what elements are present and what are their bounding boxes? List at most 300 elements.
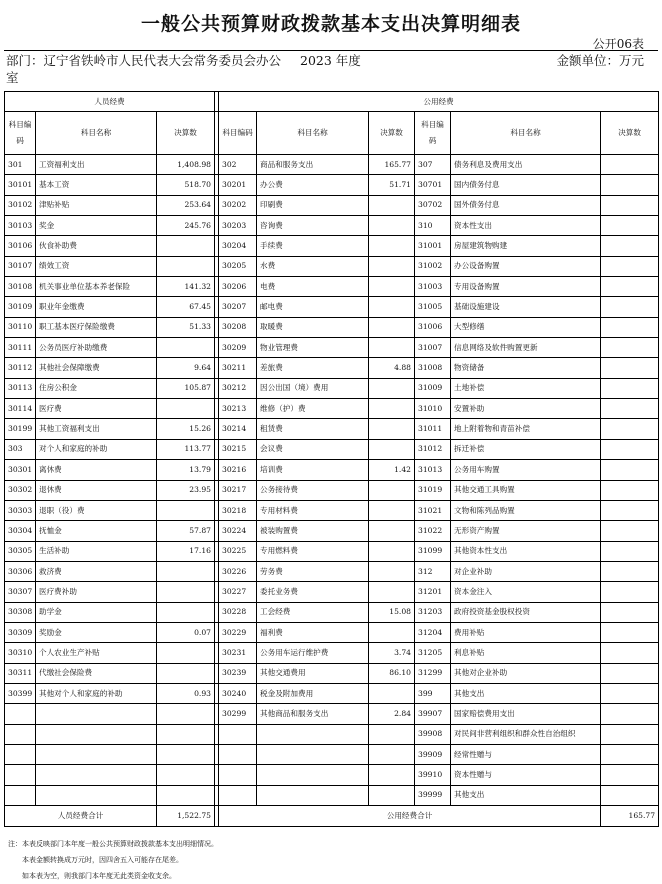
col-amount-header: 决算数 [369,112,415,155]
public-amount [369,277,415,297]
personnel-name [36,704,157,724]
personnel-code: 30306 [5,561,36,581]
col-name-header: 科目名称 [36,112,157,155]
personnel-code: 30113 [5,378,36,398]
personnel-name: 医疗费补助 [36,582,157,602]
public-amount: 15.08 [369,602,415,622]
other-amount [601,338,659,358]
other-code: 31299 [415,663,451,683]
other-code: 31204 [415,622,451,642]
personnel-code: 30305 [5,541,36,561]
table-row [5,622,659,642]
table-row [5,582,659,602]
table-row [5,500,659,520]
other-amount [601,663,659,683]
personnel-amount [157,704,215,724]
expenditure-table [4,91,659,827]
other-name: 国内债务付息 [451,175,601,195]
personnel-amount: 9.64 [157,358,215,378]
personnel-amount [157,561,215,581]
other-amount [601,236,659,256]
public-amount: 51.71 [369,175,415,195]
personnel-name: 助学金 [36,602,157,622]
public-amount [369,216,415,236]
public-code: 30202 [219,195,257,215]
other-name: 土地补偿 [451,378,601,398]
table-row [5,521,659,541]
other-name: 资本金注入 [451,582,601,602]
public-amount: 165.77 [369,155,415,175]
personnel-code: 30399 [5,683,36,703]
public-code: 30218 [219,500,257,520]
other-amount [601,744,659,764]
public-amount [369,500,415,520]
table-row [5,378,659,398]
personnel-amount: 518.70 [157,175,215,195]
public-amount [369,297,415,317]
other-name: 地上附着物和青苗补偿 [451,419,601,439]
personnel-code: 30303 [5,500,36,520]
personnel-code [5,785,36,805]
public-name [257,724,369,744]
other-code: 31013 [415,460,451,480]
other-amount [601,724,659,744]
public-code: 30217 [219,480,257,500]
table-row [5,765,659,785]
personnel-code: 301 [5,155,36,175]
other-name: 专用设备购置 [451,277,601,297]
table-row [5,480,659,500]
personnel-amount: 113.77 [157,439,215,459]
table-row [5,439,659,459]
public-code: 30240 [219,683,257,703]
personnel-amount: 67.45 [157,297,215,317]
other-name: 对企业补助 [451,561,601,581]
personnel-name: 机关事业单位基本养老保险 [36,277,157,297]
other-name: 其他支出 [451,785,601,805]
table-row [5,155,659,175]
personnel-code: 30109 [5,297,36,317]
public-code: 30203 [219,216,257,236]
public-code: 30225 [219,541,257,561]
other-code: 31205 [415,643,451,663]
personnel-header: 人员经费 [5,92,215,112]
table-row [5,216,659,236]
col-code-header: 科目编码 [219,112,257,155]
personnel-amount [157,744,215,764]
other-amount [601,419,659,439]
other-name: 文物和陈列品购置 [451,500,601,520]
other-name: 对民间非营利组织和群众性自治组织 [451,724,601,744]
personnel-code: 30302 [5,480,36,500]
public-code: 30209 [219,338,257,358]
personnel-code: 30111 [5,338,36,358]
personnel-code: 30107 [5,256,36,276]
other-name: 物资储备 [451,358,601,378]
public-name: 取暖费 [257,317,369,337]
other-name: 基础设施建设 [451,297,601,317]
personnel-name: 公务员医疗补助缴费 [36,338,157,358]
other-amount [601,582,659,602]
other-amount [601,541,659,561]
personnel-amount: 253.64 [157,195,215,215]
personnel-amount [157,724,215,744]
other-code: 31012 [415,439,451,459]
table-row [5,704,659,724]
other-code: 31010 [415,399,451,419]
public-name: 委托业务费 [257,582,369,602]
personnel-name: 医疗费 [36,399,157,419]
personnel-name: 对个人和家庭的补助 [36,439,157,459]
public-code: 30224 [219,521,257,541]
public-name: 印刷费 [257,195,369,215]
personnel-code: 30307 [5,582,36,602]
other-code: 31022 [415,521,451,541]
public-name: 专用燃料费 [257,541,369,561]
personnel-name: 伙食补助费 [36,236,157,256]
other-name: 资本性赠与 [451,765,601,785]
personnel-code: 30308 [5,602,36,622]
fiscal-year: 2023 年度 [300,53,361,68]
public-name: 租赁费 [257,419,369,439]
personnel-name: 住房公积金 [36,378,157,398]
personnel-name: 代缴社会保险费 [36,663,157,683]
other-amount [601,622,659,642]
other-name: 经常性赠与 [451,744,601,764]
personnel-amount: 0.07 [157,622,215,642]
personnel-name: 退职（役）费 [36,500,157,520]
personnel-code [5,765,36,785]
footnotes [8,836,218,884]
other-name: 国外债务付息 [451,195,601,215]
personnel-name: 奖金 [36,216,157,236]
public-name: 办公费 [257,175,369,195]
personnel-code: 30106 [5,236,36,256]
public-amount [369,378,415,398]
public-name: 咨询费 [257,216,369,236]
public-code: 30201 [219,175,257,195]
col-amount-header: 决算数 [157,112,215,155]
personnel-code: 30112 [5,358,36,378]
amount-unit: 金额单位：万元 [556,53,644,68]
public-code: 30229 [219,622,257,642]
personnel-amount [157,785,215,805]
table-row [5,744,659,764]
public-amount [369,317,415,337]
other-code: 31007 [415,338,451,358]
other-amount [601,317,659,337]
col-amount-header: 决算数 [601,112,659,155]
table-row [5,256,659,276]
other-name: 其他交通工具购置 [451,480,601,500]
public-amount: 4.88 [369,358,415,378]
other-name: 费用补贴 [451,622,601,642]
other-name: 信息网络及软件购置更新 [451,338,601,358]
personnel-code: 30114 [5,399,36,419]
public-name: 税金及附加费用 [257,683,369,703]
personnel-name: 津贴补贴 [36,195,157,215]
public-code: 30214 [219,419,257,439]
public-amount [369,765,415,785]
table-row [5,277,659,297]
personnel-code: 30110 [5,317,36,337]
public-amount [369,195,415,215]
personnel-name: 其他对个人和家庭的补助 [36,683,157,703]
other-code: 39909 [415,744,451,764]
table-row [5,419,659,439]
personnel-name [36,744,157,764]
public-code [219,744,257,764]
other-amount [601,256,659,276]
other-amount [601,765,659,785]
other-code: 39999 [415,785,451,805]
public-name: 邮电费 [257,297,369,317]
other-name: 安置补助 [451,399,601,419]
personnel-amount [157,256,215,276]
public-amount: 86.10 [369,663,415,683]
table-row [5,602,659,622]
personnel-amount: 0.93 [157,683,215,703]
personnel-name: 个人农业生产补贴 [36,643,157,663]
personnel-code: 30103 [5,216,36,236]
other-name: 房屋建筑物购建 [451,236,601,256]
personnel-amount [157,643,215,663]
other-code: 31021 [415,500,451,520]
table-row [5,236,659,256]
public-code: 30208 [219,317,257,337]
public-code: 30215 [219,439,257,459]
column-header-row [5,112,659,155]
personnel-amount: 13.79 [157,460,215,480]
other-amount [601,155,659,175]
personnel-name: 工资福利支出 [36,155,157,175]
personnel-name: 职业年金缴费 [36,297,157,317]
personnel-name: 抚恤金 [36,521,157,541]
other-name: 债务利息及费用支出 [451,155,601,175]
personnel-amount: 105.87 [157,378,215,398]
public-name: 其他交通费用 [257,663,369,683]
table-row [5,643,659,663]
personnel-amount: 15.26 [157,419,215,439]
other-name: 其他对企业补助 [451,663,601,683]
other-name: 其他支出 [451,683,601,703]
personnel-amount: 17.16 [157,541,215,561]
other-name: 政府投资基金股权投资 [451,602,601,622]
public-code: 30227 [219,582,257,602]
personnel-amount: 1,408.98 [157,155,215,175]
personnel-amount [157,399,215,419]
public-name: 公务用车运行维护费 [257,643,369,663]
other-code: 31005 [415,297,451,317]
public-amount [369,480,415,500]
public-name [257,744,369,764]
public-amount [369,785,415,805]
personnel-name: 离休费 [36,460,157,480]
personnel-name: 职工基本医疗保险缴费 [36,317,157,337]
personnel-name [36,765,157,785]
public-amount [369,521,415,541]
public-code [219,785,257,805]
public-code: 30231 [219,643,257,663]
personnel-total-value: 1,522.75 [157,806,215,827]
other-name: 其他资本性支出 [451,541,601,561]
other-name: 公务用车购置 [451,460,601,480]
table-row [5,317,659,337]
personnel-amount [157,663,215,683]
other-name: 利息补贴 [451,643,601,663]
public-header: 公用经费 [219,92,659,112]
other-amount [601,521,659,541]
personnel-name: 其他社会保障缴费 [36,358,157,378]
personnel-name: 奖励金 [36,622,157,642]
personnel-amount: 245.76 [157,216,215,236]
public-name: 培训费 [257,460,369,480]
table-row [5,460,659,480]
personnel-name [36,785,157,805]
other-code: 31019 [415,480,451,500]
other-name: 国家赔偿费用支出 [451,704,601,724]
other-amount [601,399,659,419]
other-amount [601,378,659,398]
public-total-value: 165.77 [601,806,659,827]
other-amount [601,460,659,480]
personnel-name: 绩效工资 [36,256,157,276]
footnote: 如本表为空，则我部门本年度无此类资金收支余。 [22,872,176,880]
public-name: 差旅费 [257,358,369,378]
personnel-name [36,724,157,744]
other-amount [601,480,659,500]
other-code: 31006 [415,317,451,337]
public-name: 工会经费 [257,602,369,622]
other-amount [601,683,659,703]
personnel-name: 基本工资 [36,175,157,195]
other-amount [601,439,659,459]
public-name: 会议费 [257,439,369,459]
public-amount [369,236,415,256]
other-name: 大型修缮 [451,317,601,337]
public-amount [369,622,415,642]
public-name: 商品和服务支出 [257,155,369,175]
public-name: 手续费 [257,236,369,256]
public-name [257,765,369,785]
other-amount [601,195,659,215]
other-amount [601,297,659,317]
other-code: 30701 [415,175,451,195]
public-code [219,724,257,744]
public-amount [369,744,415,764]
table-row [5,561,659,581]
other-code: 39910 [415,765,451,785]
public-amount [369,561,415,581]
personnel-amount: 141.32 [157,277,215,297]
public-code: 30205 [219,256,257,276]
table-row [5,399,659,419]
personnel-amount [157,338,215,358]
other-name: 资本性支出 [451,216,601,236]
public-name: 其他商品和服务支出 [257,704,369,724]
other-name: 拆迁补偿 [451,439,601,459]
table-row [5,195,659,215]
other-code: 31001 [415,236,451,256]
public-code: 30226 [219,561,257,581]
public-code: 30206 [219,277,257,297]
public-code: 30204 [219,236,257,256]
other-code: 39907 [415,704,451,724]
other-amount [601,602,659,622]
other-amount [601,175,659,195]
department-label: 部门：辽宁省铁岭市人民代表大会常务委员会办公室 [6,53,282,85]
personnel-code [5,704,36,724]
col-code-header: 科目编码 [5,112,36,155]
public-code: 30211 [219,358,257,378]
other-code: 310 [415,216,451,236]
other-amount [601,500,659,520]
other-code: 39908 [415,724,451,744]
public-code: 30212 [219,378,257,398]
public-total-label: 公用经费合计 [219,806,601,827]
personnel-code: 30301 [5,460,36,480]
personnel-code: 30108 [5,277,36,297]
public-name: 公务接待费 [257,480,369,500]
other-amount [601,216,659,236]
other-amount [601,785,659,805]
public-amount [369,419,415,439]
public-name: 水费 [257,256,369,276]
table-row [5,785,659,805]
other-code: 31011 [415,419,451,439]
personnel-amount [157,236,215,256]
other-code: 31201 [415,582,451,602]
document-number: 公开06表 [592,37,644,51]
personnel-code: 30310 [5,643,36,663]
public-amount [369,724,415,744]
table-row [5,683,659,703]
public-name: 劳务费 [257,561,369,581]
personnel-name: 其他工资福利支出 [36,419,157,439]
other-amount [601,561,659,581]
personnel-amount: 23.95 [157,480,215,500]
public-name [257,785,369,805]
personnel-amount: 57.87 [157,521,215,541]
personnel-code: 303 [5,439,36,459]
personnel-amount [157,765,215,785]
public-amount: 3.74 [369,643,415,663]
table-row [5,297,659,317]
personnel-code: 30311 [5,663,36,683]
personnel-code: 30102 [5,195,36,215]
public-amount [369,683,415,703]
public-name: 维修（护）费 [257,399,369,419]
other-code: 307 [415,155,451,175]
page-title: 一般公共预算财政拨款基本支出决算明细表 [140,13,521,35]
public-name: 专用材料费 [257,500,369,520]
personnel-total-label: 人员经费合计 [5,806,157,827]
table-row [5,338,659,358]
public-amount [369,541,415,561]
other-amount [601,277,659,297]
footnote: 本表金额转换成万元时，因四舍五入可能存在尾差。 [22,856,183,864]
table-row [5,175,659,195]
col-name-header: 科目名称 [451,112,601,155]
personnel-code: 30199 [5,419,36,439]
col-code-header: 科目编码 [415,112,451,155]
table-row [5,541,659,561]
table-row [5,358,659,378]
other-code: 30702 [415,195,451,215]
public-amount [369,338,415,358]
personnel-amount [157,500,215,520]
public-code: 302 [219,155,257,175]
